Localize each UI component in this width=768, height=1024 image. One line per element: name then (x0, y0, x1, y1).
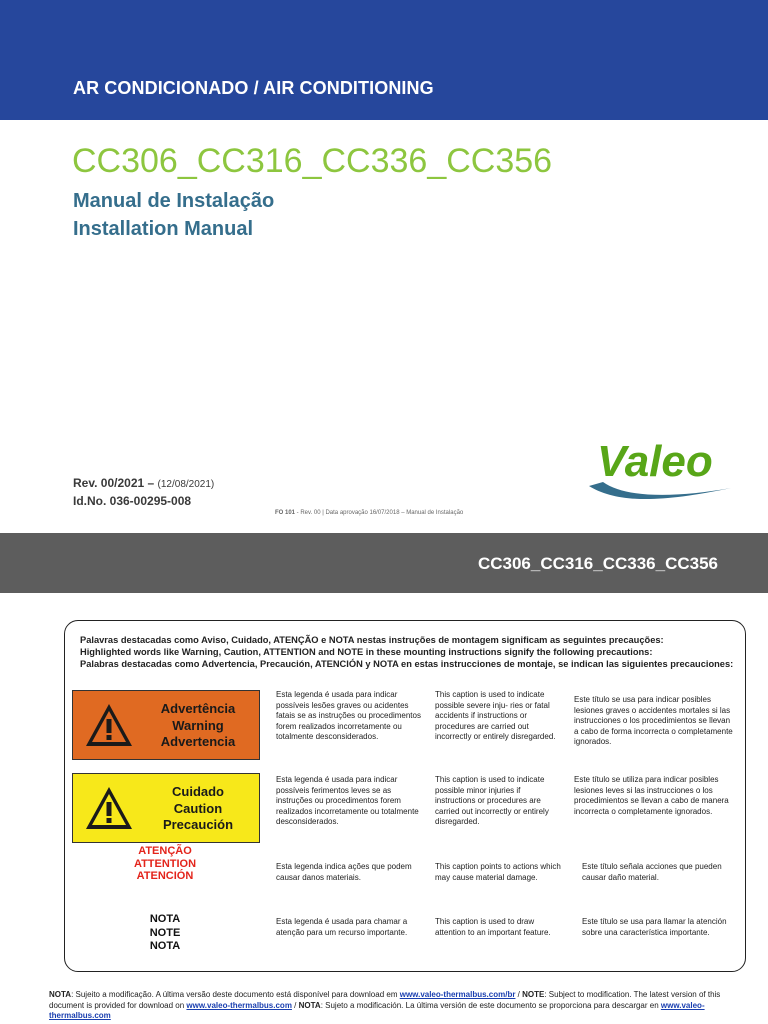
footer-link-es[interactable]: www.valeo-thermalbus.com (49, 1000, 705, 1020)
caution-labels (143, 784, 253, 834)
footer-nota-pt: NOTA (49, 990, 72, 999)
note-labels (72, 913, 258, 954)
subtitle-english: Installation Manual (73, 218, 254, 240)
footer-nota-es: NOTA (298, 1000, 321, 1010)
attention-labels (72, 845, 258, 883)
label-atencao: ATENÇÃO (138, 845, 192, 857)
attention-text-es: Este título señala acciones que pueden causar daño material. (582, 862, 722, 882)
note-text-es: Este título se usa para llamar la atención sobre una característica importante. (582, 917, 727, 937)
label-atencion: ATENCIÓN (136, 870, 194, 882)
caution-text-pt: Esta legenda é usada para indicar possíveis ferimentos leves se as instruções ou procedimentos forem realizados incorretamente ou totalmente desconsiderados. (276, 775, 419, 826)
note-text-pt: Esta legenda é usada para chamar a atenção para um recurso importante. (276, 917, 408, 937)
warning-triangle-icon (83, 701, 135, 749)
intro-english: Highlighted words like Warning, Caution, ATTENTION and NOTE in these mounting instructions signify the following precautions: (80, 647, 653, 657)
caution-text-en: This caption is used to indicate possible minor injuries if instructions or procedures are carried out incorrectly or entirely disregarded. (435, 775, 549, 826)
form-reference (275, 510, 463, 516)
label-advertencia-pt: Advertência (160, 701, 236, 716)
model-band (0, 533, 768, 593)
footer-text-en: : Subject to modification. The latest version of this document is provided for download on (49, 990, 721, 1010)
revision-line (73, 476, 214, 490)
label-attention: ATTENTION (133, 857, 197, 870)
label-cuidado: Cuidado (172, 784, 224, 799)
document-title: CC306_CC316_CC336_CC356 (72, 142, 553, 180)
intro-portuguese: Palavras destacadas como Aviso, Cuidado, ATENÇÃO e NOTA nestas instruções de montagem significam as seguintes precauções: (80, 635, 664, 645)
valeo-logo (585, 436, 735, 504)
footer-text-es: : Sujeto a modificación. La última versión de este documento se proporciona para descargar en (320, 1000, 661, 1010)
attention-text-en: This caption points to actions which may cause material damage. (435, 862, 561, 882)
footer-separator-2: / (291, 1000, 299, 1010)
footer-note (49, 990, 739, 1022)
label-advertencia-es: Advertencia (160, 734, 236, 749)
warning-sign (72, 690, 260, 760)
label-caution: Caution (173, 800, 223, 816)
caution-sign (72, 773, 260, 843)
label-nota-pt: NOTA (149, 913, 181, 925)
warning-labels (143, 701, 253, 751)
form-details: - Rev. 00 | Data aprovação 16/07/2018 – Manual de Instalação (295, 510, 464, 516)
intro-spanish: Palabras destacadas como Advertencia, Precaución, ATENCIÓN y NOTA en estas instrucciones de montaje, se indican las siguientes precauciones: (80, 659, 734, 669)
header-banner-text: AR CONDICIONADO / AIR CONDITIONING (73, 78, 434, 98)
footer-separator-1: / (515, 990, 523, 999)
model-band-title: CC306_CC316_CC336_CC356 (477, 554, 718, 573)
label-nota-es: NOTA (149, 940, 181, 952)
valeo-logo-text: Valeo (597, 437, 713, 486)
attention-text-pt: Esta legenda indica ações que podem causar danos materiais. (276, 862, 412, 882)
caution-triangle-icon (83, 784, 135, 832)
label-note: NOTE (149, 926, 181, 939)
revision-date: (12/08/2021) (157, 479, 215, 490)
label-precaucion: Precaución (162, 817, 234, 832)
precautions-intro (80, 634, 740, 670)
footer-text-pt: : Sujeito a modificação. A última versão deste documento está disponível para download em (71, 990, 400, 999)
warning-text-es: Este título se usa para indicar posibles lesiones graves o accidentes mortales si las instrucciones o los procedimientos se llevan a cabo de forma incorrecta o completamente ignorados. (574, 695, 733, 746)
warning-text-pt: Esta legenda é usada para indicar possíveis lesões graves ou acidentes fatais se as instruções ou procedimentos forem realizados incorretamente ou totalmente desconsiderados. (276, 690, 421, 741)
label-warning: Warning (172, 717, 224, 733)
caution-text-es: Este título se utiliza para indicar posibles lesiones leves si las instrucciones o los procedimientos se llevan a cabo de manera incorrecta o completamente ignorados. (574, 775, 729, 816)
note-text-en: This caption is used to draw attention to an important feature. (435, 917, 551, 937)
form-code: FO 101 (275, 510, 296, 516)
footer-link-en[interactable]: www.valeo-thermalbus.com (186, 1000, 292, 1010)
footer-link-br[interactable]: www.valeo-thermalbus.com/br (399, 990, 516, 999)
footer-note-en: NOTE (522, 990, 545, 999)
header-band (0, 0, 768, 120)
revision-number: Rev. 00/2021 – (73, 476, 155, 490)
subtitle-portuguese: Manual de Instalação (73, 190, 275, 212)
document-id: Id.No. 036-00295-008 (73, 494, 192, 508)
warning-text-en: This caption is used to indicate possible severe inju- ries or fatal accidents if instructions or procedures are carried out incorrectly or entirely disregarded. (435, 690, 556, 741)
